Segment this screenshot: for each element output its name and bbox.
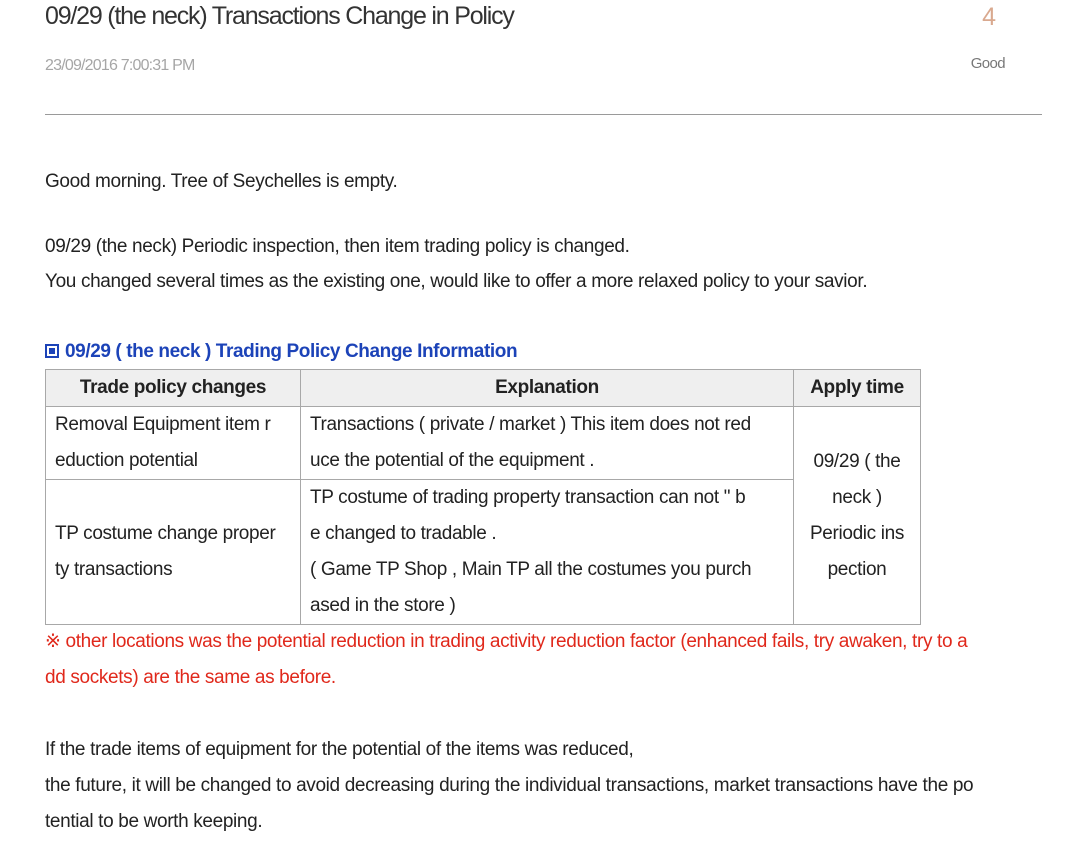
cell-text: 09/29 ( the bbox=[813, 450, 901, 472]
column-header: Trade policy changes bbox=[46, 370, 301, 407]
table-header-row bbox=[46, 370, 921, 407]
closing-line: tential to be worth keeping. bbox=[45, 811, 263, 832]
intro-paragraph bbox=[45, 229, 867, 299]
post-title: 09/29 (the neck) Transactions Change in Policy bbox=[45, 2, 514, 30]
notice-text bbox=[45, 624, 967, 696]
policy-change-cell bbox=[46, 407, 301, 480]
cell-text: neck ) bbox=[832, 486, 882, 508]
cell-text: eduction potential bbox=[55, 450, 198, 471]
closing-line: If the trade items of equipment for the potential of the items was reduced, bbox=[45, 739, 634, 760]
cell-text: ased in the store ) bbox=[310, 595, 456, 616]
cell-text: Transactions ( private / market ) This item does not red bbox=[310, 414, 751, 435]
vote-good-button[interactable]: Good bbox=[970, 55, 1005, 72]
post-date: 23/09/2016 7:00:31 PM bbox=[45, 57, 195, 74]
vote-count: 4 bbox=[982, 3, 996, 31]
filled-square-icon bbox=[45, 344, 59, 358]
cell-text: uce the potential of the equipment . bbox=[310, 450, 595, 471]
cell-text: TP costume change proper bbox=[55, 523, 276, 544]
section-heading bbox=[45, 337, 517, 367]
greeting-text: Good morning. Tree of Seychelles is empty. bbox=[45, 171, 398, 192]
cell-text: Removal Equipment item r bbox=[55, 414, 271, 435]
cell-text: pection bbox=[827, 558, 887, 580]
cell-text: Periodic ins bbox=[809, 522, 904, 544]
policy-table bbox=[45, 369, 921, 625]
column-header: Explanation bbox=[301, 370, 794, 407]
notice-line: ※ other locations was the potential reduction in trading activity reduction factor (enhanced fails, try awaken, try to a bbox=[45, 631, 968, 652]
section-heading-text: 09/29 ( the neck ) Trading Policy Change Information bbox=[65, 341, 518, 362]
policy-change-cell bbox=[46, 480, 301, 625]
apply-time-cell bbox=[794, 407, 921, 625]
intro-line: 09/29 (the neck) Periodic inspection, then item trading policy is changed. bbox=[45, 236, 630, 257]
notice-line: dd sockets) are the same as before. bbox=[45, 667, 336, 688]
cell-text: TP costume of trading property transaction can not " b bbox=[310, 487, 746, 508]
post-header bbox=[45, 0, 1042, 115]
closing-paragraph bbox=[45, 732, 973, 840]
table-row bbox=[46, 480, 921, 625]
intro-line: You changed several times as the existing one, would like to offer a more relaxed policy to your savior. bbox=[45, 271, 868, 292]
cell-text: ty transactions bbox=[55, 559, 173, 580]
explanation-cell bbox=[301, 480, 794, 625]
table-row bbox=[46, 407, 921, 480]
closing-line: the future, it will be changed to avoid decreasing during the individual transactions, market transactions have the po bbox=[45, 775, 974, 796]
column-header: Apply time bbox=[794, 370, 921, 407]
cell-text: e changed to tradable . bbox=[310, 523, 497, 544]
cell-text: ( Game TP Shop , Main TP all the costumes you purch bbox=[310, 559, 752, 580]
explanation-cell bbox=[301, 407, 794, 480]
